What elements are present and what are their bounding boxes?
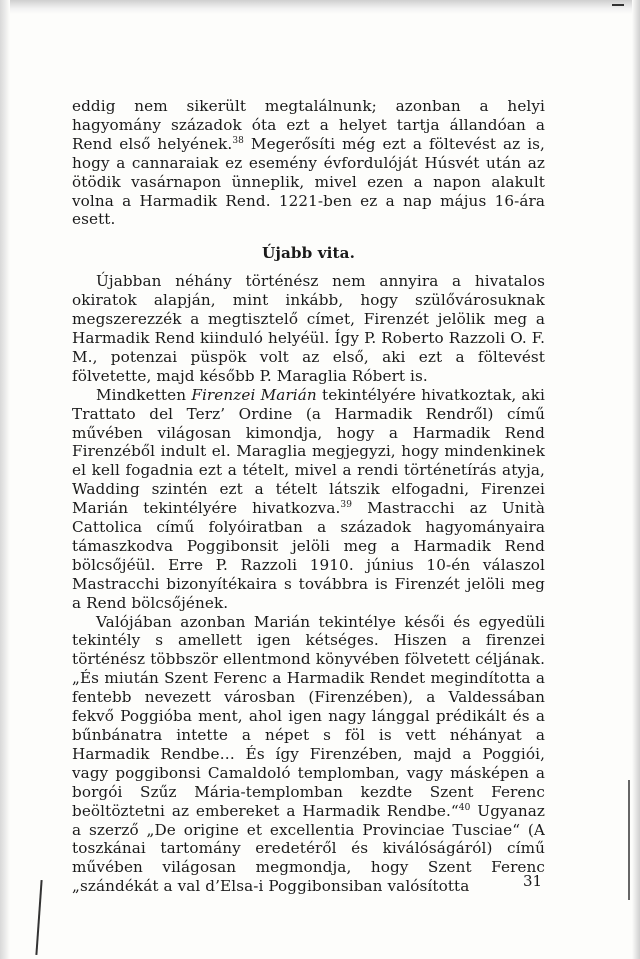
paragraph: Mindketten Firenzei Marián tekintélyére hivatkoztak, aki Trattato del Terz’ Ordine (a Harmadik Rendről) című művében világosan kimondja, hogy a Harmadik Rend Firenzéből indult el. Maraglia megjegyzi, hogy mindenkinek el kell fogadnia ezt a tételt, mivel a rendi történetírás atyja, Wadding szintén ezt a tételt látszik elfogadni, Firenzei Marián tekintélyére hivatkozva.$^{39}$ Mastracchi az Unità Cattolica című folyóiratban a századok hagyományaira támaszkodva Poggibonsit jelöli meg a Harmadik Rend bölcsőjéül. Erre P. Razzoli 1910. június 10-én válaszol Mastracchi bizonyítékaira s továbbra is Firenzét jelöli meg a Rend bölcsőjének. (72, 385, 546, 612)
scan-edge-right (632, 0, 640, 959)
page-number: 31 (523, 872, 543, 890)
footnote-ref: 38 (232, 135, 244, 146)
emphasized-name: Firenzei Marián (191, 385, 317, 404)
scan-edge-top (0, 0, 640, 14)
paragraph: Újabban néhány történész nem annyira a hivatalos okiratok alapján, mint inkább, hogy szülővárosuknak megszerezzék a megtisztelő címet, Firenzét jelölik meg a Harmadik Rend kiinduló helyéül. Így P. Roberto Razzoli O. F. M., potenzai püspök volt az első, aki ezt a föltevést fölvetette, majd később P. Maraglia Róbert is. (72, 272, 545, 385)
footnote-ref: 40 (458, 802, 471, 813)
paragraph: Valójában azonban Marián tekintélye késői és egyedüli tekintély s amellett igen kétséges. Hiszen a firenzei történész többször ellentmond könyvében fölvetett céljának. „És miután Szent Ferenc a Harmadik Rendet megindította a fentebb nevezett városban (Firenzében), a Valdessában fekvő Poggióba ment, ahol igen nagy lánggal prédikált és a bűnbánatra intette a népet s föl is vett néhányat a Harmadik Rendbe… És így Firenzében, majd a Poggiói, vagy poggibonsi Camaldoló templomban, vagy másképen a borgói Szűz Mária-templomban kezdte Szent Ferenc beöltöztetni az embereket a Harmadik Rendbe.“$^{40}$ Ugyanaz a szerző „De origine et excellentia Provinciae Tusciae“ (A toszkánai tartomány eredetéről és kiválóságáról) című művében világosan megmondja, hogy Szent Ferenc „szándékát a val d’Elsa-i Poggibonsiban valósította (72, 612, 545, 896)
paragraph: eddig nem sikerült megtalálnunk; azonban a helyi hagyomány századok óta ezt a helyet tartja állandóan a Rend első helyének.$^{38}$ Megerősíti még ezt a föltevést az is, hogy a cannaraiak ez esemény évfordulóját Húsvét után az ötödik vasárnapon ünneplik, mivel ezen a napon alakult volna a Harmadik Rend. 1221-ben ez a nap május 16-ára esett. (72, 97, 545, 229)
scan-edge-left (0, 0, 10, 959)
scan-mark (35, 880, 42, 955)
body-text (72, 97, 545, 896)
footnote-ref: 39 (340, 500, 353, 511)
scan-mark (628, 780, 630, 900)
scan-mark (612, 4, 624, 6)
section-heading: Újabb vita. (262, 244, 355, 263)
